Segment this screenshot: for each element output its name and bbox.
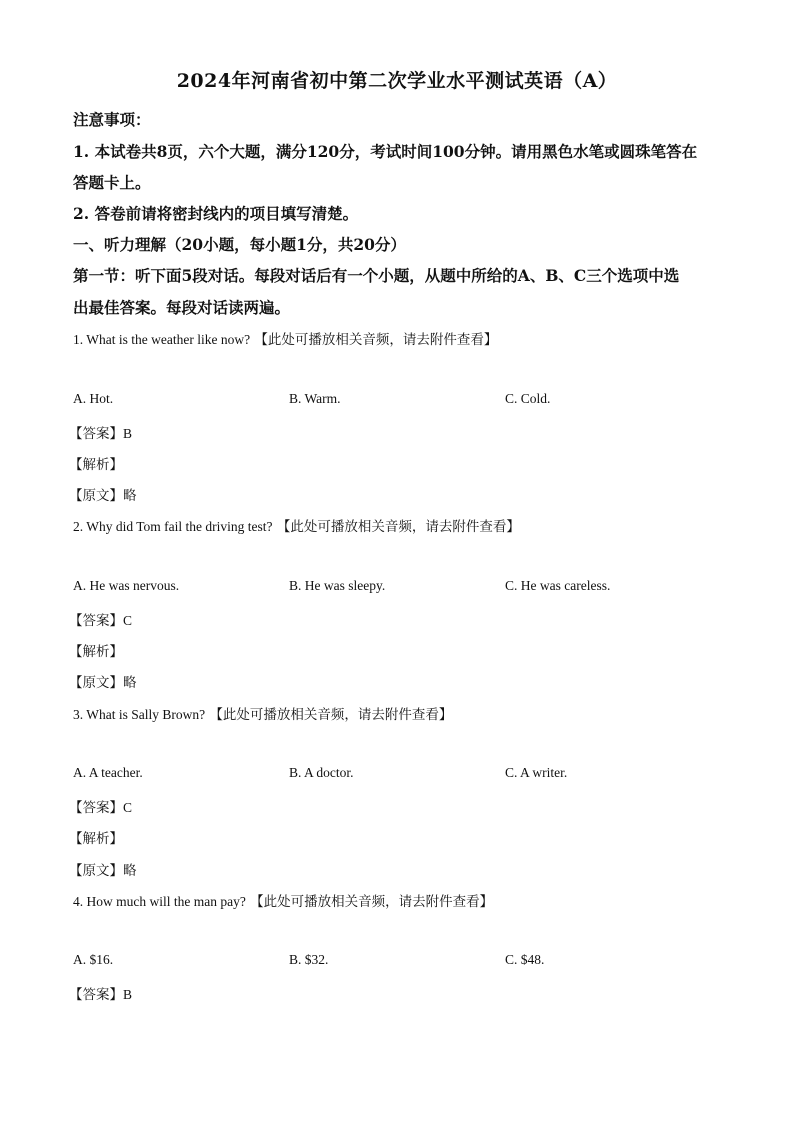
option-b: B. Warm. bbox=[289, 391, 341, 406]
answer-label: 【答案】 bbox=[69, 800, 123, 816]
question-1-original bbox=[69, 484, 137, 504]
notice-item-1-cont: 答题卡上。 bbox=[73, 173, 151, 192]
question-4-answer bbox=[69, 983, 132, 1003]
option-c: C. He was careless. bbox=[505, 578, 611, 593]
option-b: B. $32. bbox=[289, 952, 329, 967]
original-label: 【原文】 bbox=[69, 488, 123, 504]
question-2-analysis bbox=[69, 640, 123, 660]
audio-note-link[interactable]: 【此处可播放相关音频，请去附件查看】 bbox=[254, 332, 498, 348]
notice-item-2: 2. 答卷前请将密封线内的项目填写清楚。 bbox=[73, 204, 359, 223]
answer-value: B bbox=[123, 987, 133, 1002]
question-text: 3. What is Sally Brown? bbox=[73, 707, 206, 722]
section-part1-instructions: 第一节：听下面5段对话。每段对话后有一个小题，从题中所给的A、B、C三个选项中选 bbox=[73, 266, 680, 285]
question-4-stem bbox=[73, 890, 734, 910]
question-1-answer bbox=[69, 422, 132, 442]
option-a: A. Hot. bbox=[73, 391, 114, 406]
question-1-analysis bbox=[69, 453, 123, 473]
option-b: B. A doctor. bbox=[289, 765, 354, 780]
question-3-stem bbox=[73, 703, 734, 723]
question-2-original bbox=[69, 671, 137, 691]
question-2-answer bbox=[69, 609, 132, 629]
option-c: C. A writer. bbox=[505, 765, 568, 780]
option-a: A. He was nervous. bbox=[73, 578, 180, 593]
original-label: 【原文】 bbox=[69, 675, 123, 691]
analysis-label: 【解析】 bbox=[69, 457, 123, 473]
question-3-answer bbox=[69, 796, 132, 816]
question-text: 2. Why did Tom fail the driving test? bbox=[73, 519, 273, 534]
audio-note-link[interactable]: 【此处可播放相关音频，请去附件查看】 bbox=[250, 894, 494, 910]
analysis-label: 【解析】 bbox=[69, 644, 123, 660]
option-c: C. Cold. bbox=[505, 391, 551, 406]
original-value: 略 bbox=[123, 863, 137, 879]
audio-note-link[interactable]: 【此处可播放相关音频，请去附件查看】 bbox=[209, 707, 453, 723]
page-title: 2024年河南省初中第二次学业水平测试英语（A） bbox=[176, 70, 618, 92]
option-a: A. $16. bbox=[73, 952, 114, 967]
option-c: C. $48. bbox=[505, 952, 545, 967]
analysis-label: 【解析】 bbox=[69, 831, 123, 847]
notice-heading: 注意事项： bbox=[73, 110, 151, 129]
question-3-analysis bbox=[69, 827, 123, 847]
answer-value: B bbox=[123, 426, 133, 441]
section-part1-instructions-cont: 出最佳答案。每段对话读两遍。 bbox=[73, 298, 291, 317]
question-2-stem bbox=[73, 515, 734, 535]
original-value: 略 bbox=[123, 488, 137, 504]
answer-value: C bbox=[123, 613, 133, 628]
notice-item-1: 1. 本试卷共8页，六个大题，满分120分，考试时间100分钟。请用黑色水笔或圆珠笔答在 bbox=[73, 142, 698, 161]
question-text: 1. What is the weather like now? bbox=[73, 332, 251, 347]
answer-label: 【答案】 bbox=[69, 987, 123, 1003]
option-b: B. He was sleepy. bbox=[289, 578, 386, 593]
question-1-stem bbox=[73, 328, 734, 348]
section-heading: 一、听力理解（20小题，每小题1分，共20分） bbox=[73, 235, 406, 254]
answer-label: 【答案】 bbox=[69, 613, 123, 629]
answer-value: C bbox=[123, 800, 133, 815]
original-label: 【原文】 bbox=[69, 863, 123, 879]
original-value: 略 bbox=[123, 675, 137, 691]
question-text: 4. How much will the man pay? bbox=[73, 894, 246, 909]
question-3-original bbox=[69, 859, 137, 879]
audio-note-link[interactable]: 【此处可播放相关音频，请去附件查看】 bbox=[276, 519, 520, 535]
answer-label: 【答案】 bbox=[69, 426, 123, 442]
option-a: A. A teacher. bbox=[73, 765, 143, 780]
